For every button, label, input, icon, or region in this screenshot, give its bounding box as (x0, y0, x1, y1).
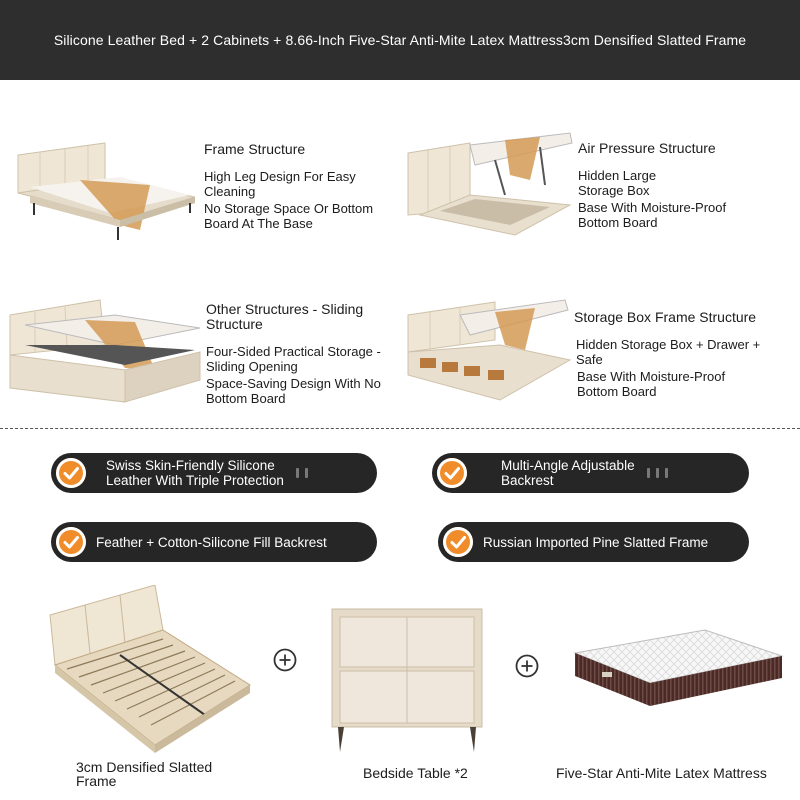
bed-image-sliding-structure (5, 290, 205, 410)
page-title: Silicone Leather Bed + 2 Cabinets + 8.66-Inch Five-Star Anti-Mite Latex Mattress3cm Densified Slatted Frame (53, 32, 747, 48)
feature-pill (51, 522, 377, 562)
structure-point: Hidden Storage Box + Drawer + Safe (576, 337, 761, 367)
feature-label: Multi-Angle Adjustable Backrest (501, 458, 635, 488)
bed-image-storage-box-structure (400, 290, 575, 410)
structure-title: Other Structures - Sliding Structure (206, 301, 364, 332)
plus-circle-icon (273, 648, 295, 670)
header-banner (0, 0, 800, 80)
feature-pill (51, 453, 377, 493)
structure-text-storage-box (574, 310, 779, 401)
check-circle-icon (443, 527, 473, 557)
structure-point: Four-Sided Practical Storage - Sliding Opening (206, 344, 381, 374)
structure-text-air-pressure (578, 141, 778, 232)
blurred-text (647, 468, 668, 478)
structure-point: Hidden Large Storage Box (578, 168, 657, 198)
plus-circle-icon (515, 654, 537, 676)
structure-point: High Leg Design For Easy Cleaning (204, 169, 356, 199)
feature-label: Feather + Cotton-Silicone Fill Backrest (96, 534, 327, 550)
structure-point: No Storage Space Or Bottom Board At The Base (204, 201, 374, 231)
mattress-image (570, 628, 785, 713)
product-label: Bedside Table *2 (363, 765, 468, 781)
bed-image-air-pressure-structure (400, 125, 580, 245)
feature-label: Swiss Skin-Friendly Silicone Leather With Triple Protection (106, 458, 284, 488)
check-circle-icon (437, 458, 467, 488)
check-circle-icon (56, 527, 86, 557)
section-divider (0, 428, 800, 429)
product-label: 3cm Densified Slatted Frame (76, 759, 213, 789)
structure-title: Air Pressure Structure (578, 140, 716, 156)
structure-point: Space-Saving Design With No Bottom Board (206, 376, 381, 406)
structure-text-sliding (206, 302, 401, 408)
feature-pill (432, 453, 749, 493)
structure-point: Base With Moisture-Proof Bottom Board (577, 369, 726, 399)
blurred-text (296, 468, 308, 478)
structure-title: Frame Structure (204, 141, 306, 157)
slatted-frame-image (45, 585, 255, 760)
structure-point: Base With Moisture-Proof Bottom Board (578, 200, 727, 230)
feature-label: Russian Imported Pine Slatted Frame (483, 534, 709, 550)
structure-title: Storage Box Frame Structure (574, 309, 757, 325)
check-circle-icon (56, 458, 86, 488)
product-label: Five-Star Anti-Mite Latex Mattress (556, 765, 767, 781)
feature-pill (438, 522, 749, 562)
bed-image-frame-structure (10, 125, 200, 245)
bedside-table-image (330, 607, 485, 762)
structure-text-frame (204, 142, 394, 233)
